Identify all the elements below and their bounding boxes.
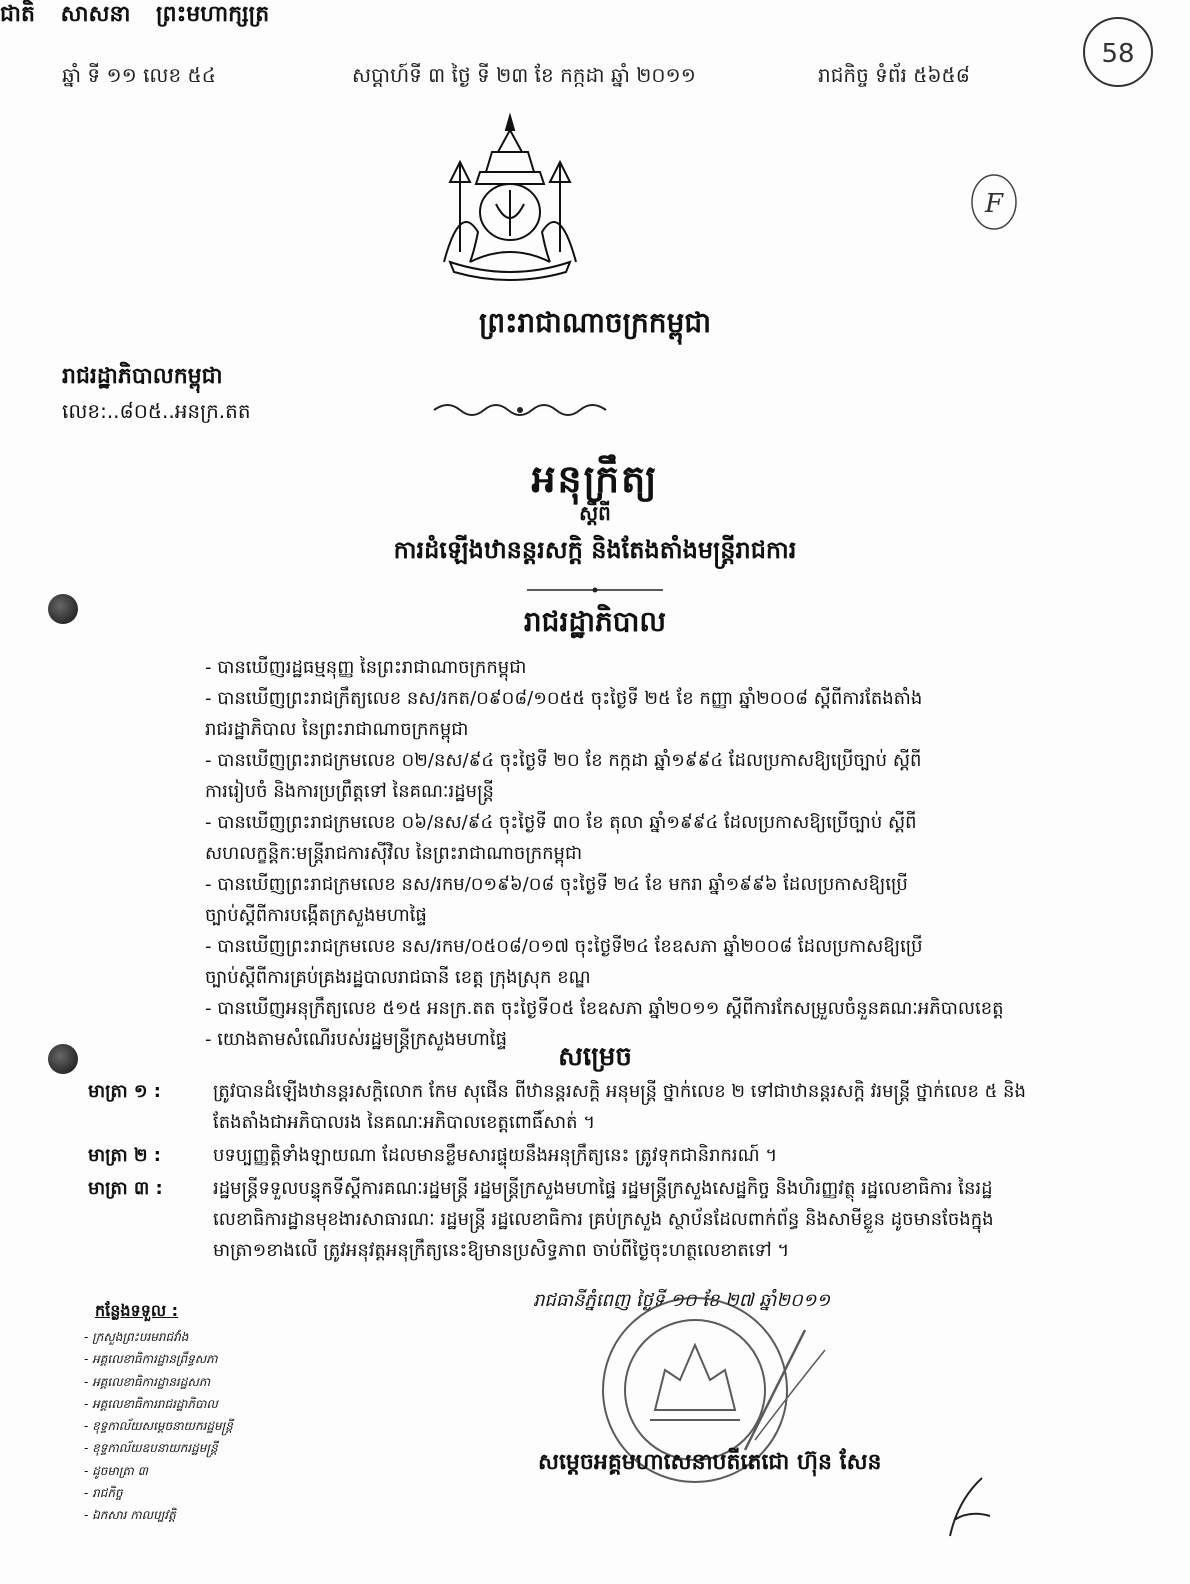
punch-hole-icon: [48, 1044, 78, 1074]
reference-number: លេខ:..៨០៥..អនក្រ.តត: [62, 399, 251, 423]
place-and-date: រាជធានីភ្នំពេញ ថ្ងៃទី ១០ ខែ ២៧ ឆ្នាំ២០១១: [533, 1290, 830, 1311]
preamble-line: រាជរដ្ឋាភិបាល នៃព្រះរាជាណាចក្រកម្ពុជា: [205, 719, 469, 740]
preamble-line: ច្បាប់ស្តីពីការបង្កើតក្រសួងមហាផ្ទៃ: [205, 905, 427, 926]
copies-title: កន្លែងទទួល :: [95, 1301, 179, 1320]
article-text: ត្រូវបានដំឡើងឋានន្តរសក្តិលោក កែម សុផើន ពីឋានន្តរសក្តិ អនុមន្ត្រី ថ្នាក់លេខ ២ ទៅជាឋានន្តរសក្តិ វរមន្ត្រី ថ្នាក់លេខ ៥ និងតែងតាំងជាអភិបាលរង នៃគណៈអភិបាលខេត្តពោធិ៍សាត់ ។: [213, 1081, 1026, 1133]
government-label: រាជរដ្ឋាភិបាលកម្ពុជា: [62, 364, 223, 389]
article-1: [88, 1076, 1028, 1138]
preamble-line: - បានឃើញព្រះរាជក្រមលេខ ០២/នស/៩៤ ចុះថ្ងៃទី ២០ ខែ កក្កដា ឆ្នាំ១៩៩៤ ដែលប្រកាសឱ្យប្រើច្បាប់ ស្តីពី: [205, 750, 922, 771]
preamble-line: - បានឃើញព្រះរាជក្រមលេខ នស/រកម/០១៩៦/០៨ ចុះថ្ងៃទី ២៤ ខែ មករា ឆ្នាំ១៩៩៦ ដែលប្រកាសឱ្យប្រើ: [205, 874, 908, 895]
article-number: មាត្រា ៣ :: [88, 1178, 163, 1199]
gazette-date: សប្តាហ៍ទី ៣ ថ្ងៃ ទី ២៣ ខែ កក្កដា ឆ្នាំ ២០១១: [352, 63, 696, 87]
preamble-line: - បានឃើញព្រះរាជក្រឹត្យលេខ នស/រកត/០៩០៨/១០៥៥ ចុះថ្ងៃទី ២៥ ខែ កញ្ញា ឆ្នាំ២០០៨ ស្តីពីការតែងតាំង: [205, 688, 923, 709]
copy-recipient: - អគ្គលេខាធិការដ្ឋានព្រឹទ្ធសភា: [84, 1352, 218, 1367]
article-2: [88, 1140, 1028, 1171]
signer-name: សម្តេចអគ្គមហាសេនាបតីតេជោ ហ៊ុន សែន: [538, 1450, 882, 1475]
copy-recipient: - អគ្គលេខាធិការដ្ឋានរដ្ឋសភា: [84, 1374, 211, 1389]
margin-mark-stamp: [968, 172, 1020, 232]
ornament-divider-icon: [430, 398, 610, 420]
gazette-issue: ឆ្នាំ ទី ១១ លេខ ៥៤: [62, 63, 216, 87]
article-number: មាត្រា ២ :: [88, 1145, 161, 1166]
preamble-line: សហលក្ខន្តិកៈមន្ត្រីរាជការស៊ីវិល នៃព្រះរាជាណាចក្រកម្ពុជា: [205, 843, 583, 864]
copy-recipient: - ឯកសារ កាលប្បវត្តិ: [84, 1508, 176, 1523]
copies-list: [84, 1326, 233, 1527]
page-number-stamp: [1078, 12, 1158, 92]
preamble-line: ការរៀបចំ និងការប្រព្រឹត្តទៅ នៃគណៈរដ្ឋមន្ត្រី: [205, 781, 494, 802]
margin-mark-text: F: [984, 189, 1004, 219]
preamble-line: - បានឃើញព្រះរាជក្រមលេខ ០៦/នស/៩៤ ចុះថ្ងៃទី ៣០ ខែ តុលា ឆ្នាំ១៩៩៤ ដែលប្រកាសឱ្យប្រើច្បាប់ ស្តីពី: [205, 812, 917, 833]
royal-coat-of-arms-icon: [430, 112, 590, 282]
government-heading: រាជរដ្ឋាភិបាល: [523, 605, 667, 638]
national-motto: ជាតិ សាសនា ព្រះមហាក្សត្រ: [0, 2, 270, 27]
articles-section: [88, 1076, 1028, 1268]
document-subject: ការដំឡើងឋានន្តរសក្តិ និងតែងតាំងមន្ត្រីរាជការ: [393, 536, 797, 564]
preamble-line: ច្បាប់ស្តីពីការគ្រប់គ្រងរដ្ឋបាលរាជធានី ខេត្ត ក្រុងស្រុក ខណ្ឌ: [205, 967, 591, 988]
gazette-page: រាជកិច្ច ទំព័រ ៥៦៥៨: [818, 63, 970, 87]
kingdom-title: ព្រះរាជាណាចក្រកម្ពុជា: [478, 306, 711, 339]
preamble-line: - បានឃើញអនុក្រឹត្យលេខ ៥១៥ អនក្រ.តត ចុះថ្ងៃទី០៥ ខែឧសភា ឆ្នាំ២០១១ ស្តីពីការកែសម្រួលចំនួនគណៈអភិបាលខេត្ត: [205, 998, 1004, 1019]
article-3: [88, 1173, 1028, 1266]
copy-recipient: - ដូចមាត្រា ៣: [84, 1463, 148, 1478]
copy-recipient: - រាជកិច្ច: [84, 1486, 123, 1501]
signature-mark-icon: [940, 1470, 1000, 1540]
decision-heading: សម្រេច: [558, 1042, 632, 1072]
preamble-list: [205, 652, 1025, 1055]
page-number-stamp-text: 58: [1101, 39, 1135, 69]
title-divider-icon: [525, 586, 665, 594]
punch-hole-icon: [48, 594, 78, 624]
copy-recipient: - ក្រសួងព្រះបរមរាជវាំង: [84, 1330, 189, 1344]
copy-recipient: - ខុទ្ទកាល័យសម្តេចនាយករដ្ឋមន្ត្រី: [84, 1419, 233, 1434]
copy-recipient: - ខុទ្ទកាល័យឧបនាយករដ្ឋមន្ត្រី: [84, 1441, 218, 1456]
copy-recipient: - អគ្គលេខាធិការរាជរដ្ឋាភិបាល: [84, 1396, 218, 1411]
document-about: ស្តីពី: [579, 501, 611, 525]
article-number: មាត្រា ១ :: [88, 1081, 161, 1102]
preamble-line: - បានឃើញរដ្ឋធម្មនុញ្ញ នៃព្រះរាជាណាចក្រកម្ពុជា: [205, 657, 527, 678]
article-text: រដ្ឋមន្ត្រីទទួលបន្ទុកទីស្តីការគណៈរដ្ឋមន្ត្រី រដ្ឋមន្ត្រីក្រសួងមហាផ្ទៃ រដ្ឋមន្ត្រីក្រសួងសេដ្ឋកិច្ច និងហិរញ្ញវត្ថុ រដ្ឋលេខាធិការ នៃរដ្ឋលេខាធិការដ្ឋានមុខងារសាធារណៈ រដ្ឋមន្ត្រី រដ្ឋលេខាធិការ គ្រប់ក្រសួង ស្ថាប័នដែលពាក់ព័ន្ធ និងសាមីខ្លួន ដូចមានចែងក្នុងមាត្រា១ខាងលើ ត្រូវអនុវត្តអនុក្រឹត្យនេះឱ្យមានប្រសិទ្ធភាព ចាប់ពីថ្ងៃចុះហត្ថលេខាតទៅ ។: [213, 1178, 994, 1261]
article-text: បទប្បញ្ញត្តិទាំងឡាយណា ដែលមានខ្លឹមសារផ្ទុយនឹងអនុក្រឹត្យនេះ ត្រូវទុកជានិរាករណ៍ ។: [213, 1145, 778, 1166]
document-title: អនុក្រឹត្យ: [531, 457, 659, 501]
preamble-line: - យោងតាមសំណើរបស់រដ្ឋមន្ត្រីក្រសួងមហាផ្ទៃ: [205, 1029, 507, 1050]
preamble-line: - បានឃើញព្រះរាជក្រមលេខ នស/រកម/០៥០៨/០១៧ ចុះថ្ងៃទី២៤ ខែឧសភា ឆ្នាំ២០០៨ ដែលប្រកាសឱ្យប្រើ: [205, 936, 923, 957]
